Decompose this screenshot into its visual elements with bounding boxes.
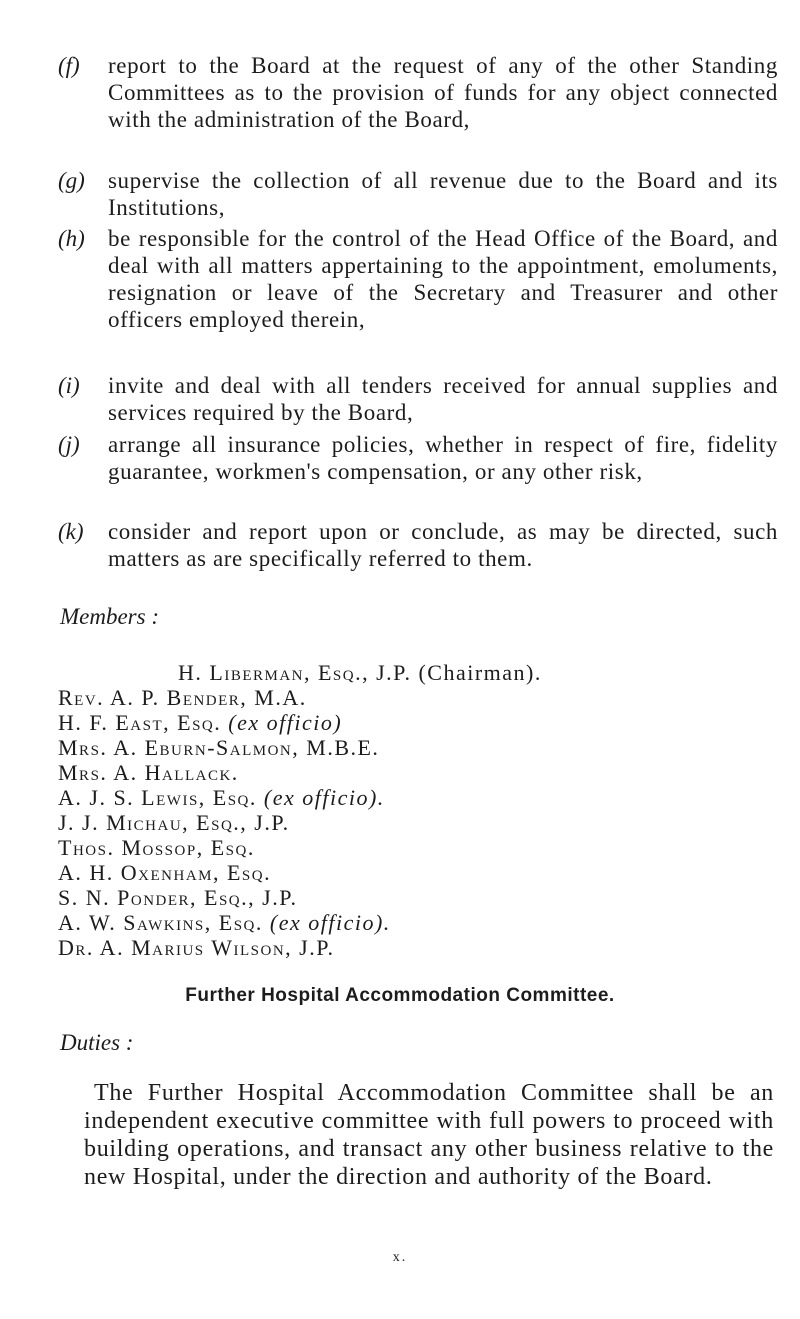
member-name: A. W. Sawkins, Esq. bbox=[58, 910, 263, 935]
clause-text: arrange all insurance policies, whether in respect of fire, fidelity guarantee, workmen's compensation, or any other risk, bbox=[108, 432, 778, 484]
member-entry bbox=[58, 835, 778, 860]
clause-text: invite and deal with all tenders received for annual supplies and services required by the Board, bbox=[108, 373, 778, 425]
members-heading: Members : bbox=[60, 604, 159, 629]
member-entry bbox=[58, 735, 778, 760]
member-entry bbox=[58, 685, 778, 710]
members-list bbox=[58, 660, 778, 960]
page-number: x. bbox=[392, 1250, 408, 1265]
member-entry bbox=[58, 785, 778, 810]
clause-marker: (g) bbox=[58, 168, 85, 193]
member-name: S. N. Ponder, Esq., J.P. bbox=[58, 885, 298, 910]
member-name: Thos. Mossop, Esq. bbox=[58, 835, 255, 860]
member-name: Rev. A. P. Bender, M.A. bbox=[58, 685, 307, 710]
member-entry bbox=[58, 810, 778, 835]
member-name: Dr. A. Marius Wilson, J.P. bbox=[58, 935, 335, 960]
member-note: (Chairman). bbox=[411, 660, 542, 685]
duties-paragraph: The Further Hospital Accommodation Committee shall be an independent executive committee with full powers to proceed with building operations, and transact any other business relative to the new Hospital, under the direction and authority of the Board. bbox=[84, 1080, 774, 1190]
clause-text: be responsible for the control of the Head Office of the Board, and deal with all matters appertaining to the appointment, emoluments, resignation or leave of the Secretary and Treasurer and other officers employed therein, bbox=[108, 226, 778, 332]
member-name: A. H. Oxenham, Esq. bbox=[58, 860, 272, 885]
member-name: H. F. East, Esq. bbox=[58, 710, 222, 735]
duty-clause-i bbox=[58, 372, 778, 426]
clause-text: report to the Board at the request of any of the other Standing Committees as to the provision of funds for any object connected with the administration of the Board, bbox=[108, 53, 778, 132]
member-note: (ex officio). bbox=[256, 785, 385, 810]
committee-title: Further Hospital Accommodation Committee. bbox=[185, 985, 615, 1006]
clause-marker: (k) bbox=[58, 519, 84, 544]
clause-marker: (h) bbox=[58, 226, 85, 251]
duty-clause-k bbox=[58, 518, 778, 572]
member-note: (ex officio). bbox=[262, 910, 391, 935]
clause-marker: (i) bbox=[58, 373, 80, 398]
clause-text: supervise the collection of all revenue due to the Board and its Institutions, bbox=[108, 168, 778, 220]
clause-text: consider and report upon or conclude, as may be directed, such matters as are specifically referred to them. bbox=[108, 519, 778, 571]
clause-marker: (f) bbox=[58, 53, 80, 78]
member-entry bbox=[58, 885, 778, 910]
member-name: J. J. Michau, Esq., J.P. bbox=[58, 810, 290, 835]
member-name: Mrs. A. Hallack. bbox=[58, 760, 239, 785]
member-name: Mrs. A. Eburn-Salmon, M.B.E. bbox=[58, 735, 380, 760]
duties-heading: Duties : bbox=[60, 1030, 134, 1055]
member-entry bbox=[58, 660, 778, 685]
member-entry bbox=[58, 935, 778, 960]
member-name: H. Liberman, Esq., J.P. bbox=[178, 660, 412, 685]
member-entry bbox=[58, 910, 778, 935]
duty-clause-j bbox=[58, 431, 778, 485]
member-entry bbox=[58, 760, 778, 785]
member-entry bbox=[58, 710, 778, 735]
clause-marker: (j) bbox=[58, 432, 80, 457]
member-name: A. J. S. Lewis, Esq. bbox=[58, 785, 257, 810]
duty-clause-g bbox=[58, 167, 778, 221]
member-note: (ex officio) bbox=[221, 710, 343, 735]
duty-clause-f bbox=[58, 52, 778, 133]
duty-clause-h bbox=[58, 225, 778, 333]
member-entry bbox=[58, 860, 778, 885]
